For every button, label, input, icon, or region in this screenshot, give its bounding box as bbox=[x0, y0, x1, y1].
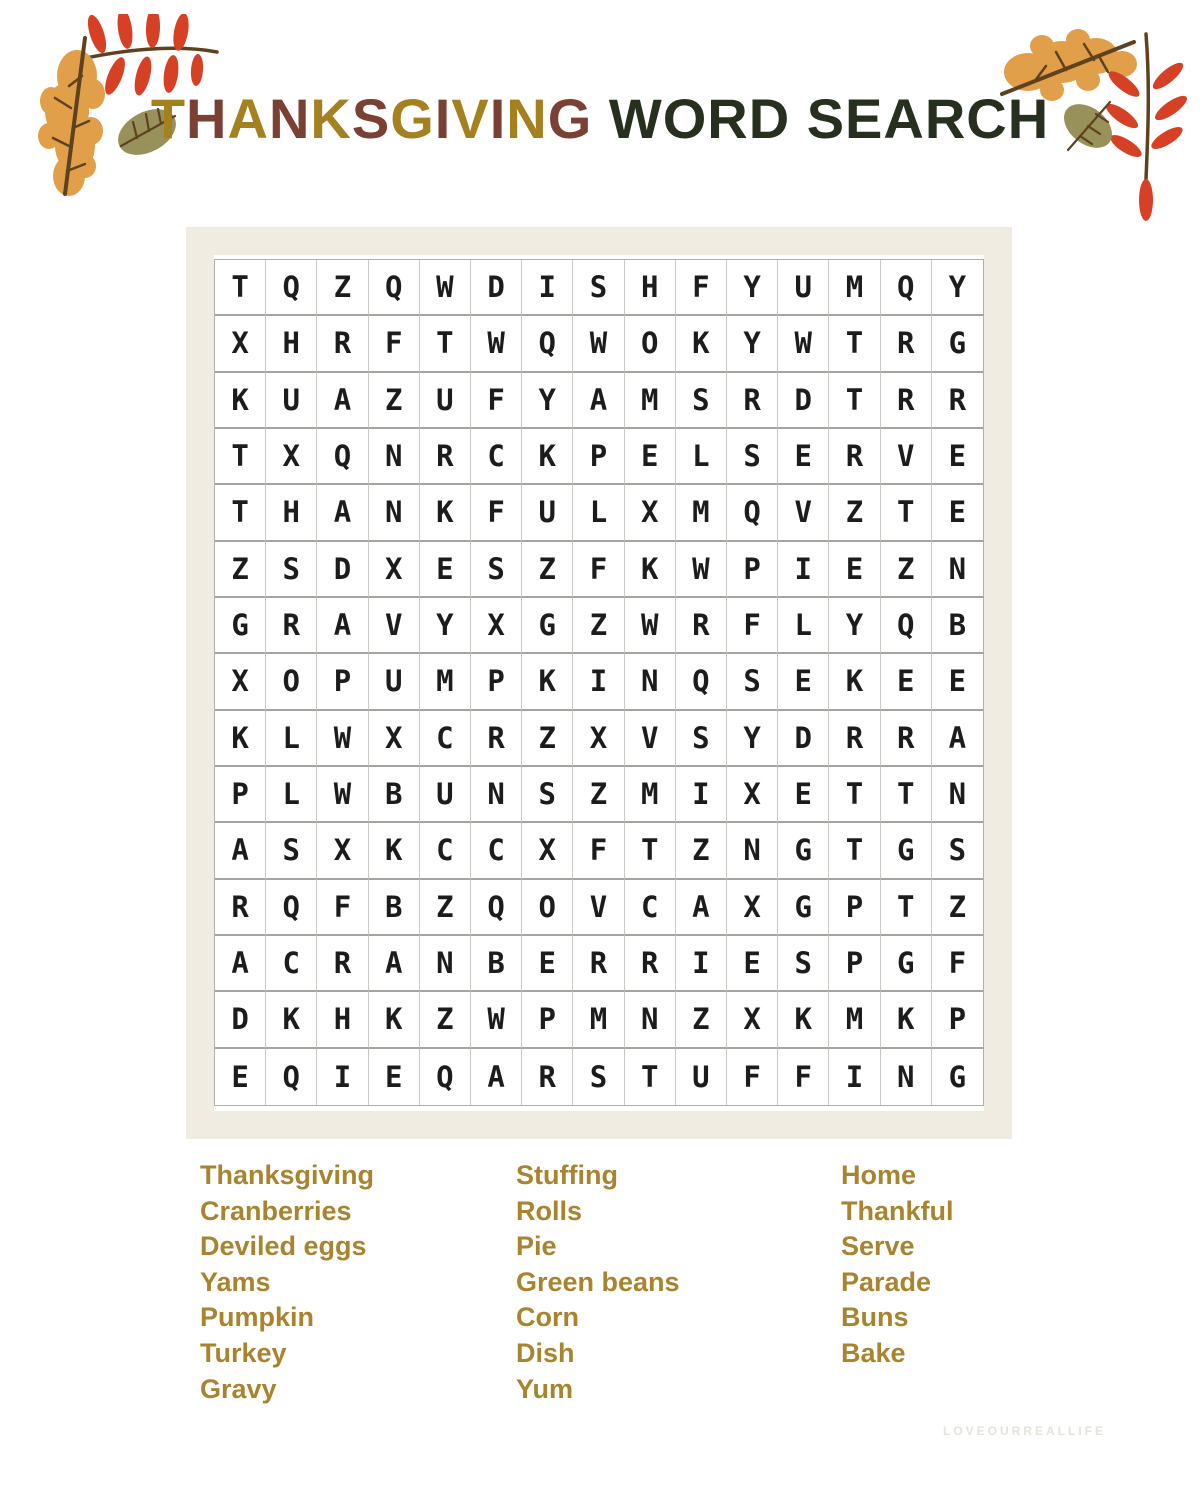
grid-cell: W bbox=[625, 598, 676, 654]
word-item: Cranberries bbox=[200, 1195, 352, 1226]
grid-cell: A bbox=[471, 1049, 522, 1105]
grid-cell: Q bbox=[881, 260, 932, 316]
grid-cell: X bbox=[625, 485, 676, 541]
grid-cell: K bbox=[266, 992, 317, 1048]
grid-cell: I bbox=[573, 654, 624, 710]
grid-cell: Q bbox=[420, 1049, 471, 1105]
grid-cell: D bbox=[778, 711, 829, 767]
grid-cell: Q bbox=[317, 429, 368, 485]
grid-cell: K bbox=[369, 992, 420, 1048]
grid-cell: Z bbox=[881, 542, 932, 598]
title-letter: H bbox=[186, 87, 228, 150]
grid-cell: X bbox=[215, 654, 266, 710]
grid-cell: W bbox=[471, 316, 522, 372]
grid-cell: B bbox=[369, 880, 420, 936]
grid-cell: P bbox=[932, 992, 983, 1048]
grid-cell: C bbox=[625, 880, 676, 936]
grid-cell: X bbox=[471, 598, 522, 654]
grid-cell: S bbox=[522, 767, 573, 823]
grid-cell: H bbox=[266, 316, 317, 372]
grid-cell: K bbox=[420, 485, 471, 541]
word-item: Dish bbox=[516, 1337, 575, 1368]
grid-cell: L bbox=[266, 767, 317, 823]
grid-cell: X bbox=[727, 767, 778, 823]
grid-cell: I bbox=[676, 767, 727, 823]
grid-cell: Y bbox=[727, 316, 778, 372]
grid-cell: W bbox=[573, 316, 624, 372]
grid-cell: Y bbox=[522, 373, 573, 429]
grid-cell: S bbox=[676, 373, 727, 429]
grid-cell: S bbox=[471, 542, 522, 598]
grid-cell: T bbox=[215, 485, 266, 541]
grid-cell: S bbox=[727, 654, 778, 710]
grid-cell: I bbox=[829, 1049, 880, 1105]
title-letter: G bbox=[390, 87, 435, 150]
title-letter: V bbox=[451, 87, 490, 150]
grid-cell: U bbox=[420, 767, 471, 823]
grid-cell: X bbox=[266, 429, 317, 485]
grid-cell: T bbox=[215, 429, 266, 485]
grid-cell: K bbox=[778, 992, 829, 1048]
grid-cell: P bbox=[829, 880, 880, 936]
grid-cell: E bbox=[932, 429, 983, 485]
grid-cell: B bbox=[932, 598, 983, 654]
grid-cell: Z bbox=[369, 373, 420, 429]
grid-cell: V bbox=[778, 485, 829, 541]
grid-cell: F bbox=[932, 936, 983, 992]
word-item: Parade bbox=[841, 1266, 932, 1297]
grid-cell: R bbox=[881, 316, 932, 372]
grid-cell: I bbox=[676, 936, 727, 992]
grid-cell: R bbox=[727, 373, 778, 429]
grid-cell: Z bbox=[522, 711, 573, 767]
grid-cell: D bbox=[778, 373, 829, 429]
grid-cell: X bbox=[727, 992, 778, 1048]
grid-cell: I bbox=[522, 260, 573, 316]
grid-cell: P bbox=[727, 542, 778, 598]
grid-cell: P bbox=[215, 767, 266, 823]
grid-cell: A bbox=[317, 373, 368, 429]
grid-cell: E bbox=[932, 485, 983, 541]
grid-cell: W bbox=[317, 767, 368, 823]
grid-cell: F bbox=[471, 485, 522, 541]
word-item: Gravy bbox=[200, 1373, 277, 1404]
word-column bbox=[200, 1158, 374, 1407]
grid-cell: A bbox=[215, 936, 266, 992]
grid-cell: Q bbox=[522, 316, 573, 372]
grid-cell: U bbox=[420, 373, 471, 429]
grid-cell: I bbox=[317, 1049, 368, 1105]
grid-cell: R bbox=[625, 936, 676, 992]
grid-cell: E bbox=[881, 654, 932, 710]
grid-cell: Y bbox=[420, 598, 471, 654]
grid-cell: K bbox=[215, 711, 266, 767]
grid-cell: E bbox=[778, 767, 829, 823]
word-column bbox=[516, 1158, 680, 1407]
grid-cell: T bbox=[829, 373, 880, 429]
grid-cell: N bbox=[727, 823, 778, 879]
grid-cell: E bbox=[727, 936, 778, 992]
grid-cell: A bbox=[317, 598, 368, 654]
grid-cell: R bbox=[676, 598, 727, 654]
grid-cell: G bbox=[881, 936, 932, 992]
grid-cell: T bbox=[881, 767, 932, 823]
word-item: Turkey bbox=[200, 1337, 287, 1368]
grid-cell: X bbox=[369, 542, 420, 598]
grid-cell: X bbox=[369, 711, 420, 767]
word-item: Thankful bbox=[841, 1195, 954, 1226]
grid-cell: M bbox=[625, 767, 676, 823]
grid-cell: Z bbox=[932, 880, 983, 936]
grid-cell: R bbox=[215, 880, 266, 936]
grid-cell: M bbox=[573, 992, 624, 1048]
grid-cell: S bbox=[573, 1049, 624, 1105]
grid-cell: V bbox=[881, 429, 932, 485]
grid-cell: E bbox=[778, 654, 829, 710]
grid-cell: U bbox=[676, 1049, 727, 1105]
grid-cell: Z bbox=[676, 992, 727, 1048]
page-title bbox=[0, 86, 1200, 151]
grid-cell: Q bbox=[369, 260, 420, 316]
grid-cell: N bbox=[625, 992, 676, 1048]
title-letter: G bbox=[547, 87, 593, 150]
grid-cell: R bbox=[829, 711, 880, 767]
grid-cell: L bbox=[266, 711, 317, 767]
grid-cell: B bbox=[471, 936, 522, 992]
word-item: Thanksgiving bbox=[200, 1160, 375, 1190]
grid-cell: P bbox=[522, 992, 573, 1048]
grid-cell: K bbox=[625, 542, 676, 598]
grid-cell: U bbox=[522, 485, 573, 541]
title-letter: N bbox=[506, 87, 548, 150]
grid-cell: L bbox=[778, 598, 829, 654]
grid-cell: K bbox=[829, 654, 880, 710]
grid-cell: K bbox=[676, 316, 727, 372]
title-letter: I bbox=[489, 87, 507, 150]
puzzle-panel-inner bbox=[214, 255, 984, 1111]
watermark-text: LOVEOURREALLIFE bbox=[943, 1424, 1107, 1438]
grid-cell: F bbox=[727, 598, 778, 654]
grid-cell: T bbox=[829, 316, 880, 372]
grid-cell: F bbox=[369, 316, 420, 372]
grid-cell: S bbox=[266, 542, 317, 598]
grid-cell: O bbox=[266, 654, 317, 710]
grid-cell: E bbox=[522, 936, 573, 992]
grid-cell: F bbox=[727, 1049, 778, 1105]
grid-cell: R bbox=[266, 598, 317, 654]
title-letter: N bbox=[268, 87, 311, 150]
grid-cell: X bbox=[727, 880, 778, 936]
grid-cell: R bbox=[522, 1049, 573, 1105]
grid-cell: E bbox=[369, 1049, 420, 1105]
grid-cell: C bbox=[420, 823, 471, 879]
word-item: Home bbox=[841, 1160, 917, 1190]
grid-cell: Z bbox=[676, 823, 727, 879]
grid-cell: U bbox=[369, 654, 420, 710]
word-item: Deviled eggs bbox=[200, 1231, 367, 1262]
grid-cell: X bbox=[573, 711, 624, 767]
grid-cell: F bbox=[317, 880, 368, 936]
grid-cell: T bbox=[829, 823, 880, 879]
grid-cell: Q bbox=[676, 654, 727, 710]
grid-cell: Y bbox=[829, 598, 880, 654]
word-item: Yams bbox=[200, 1266, 271, 1297]
grid-cell: K bbox=[522, 429, 573, 485]
word-item: Buns bbox=[841, 1302, 909, 1333]
grid-cell: T bbox=[881, 880, 932, 936]
grid-cell: F bbox=[778, 1049, 829, 1105]
grid-cell: Z bbox=[573, 598, 624, 654]
grid-cell: T bbox=[625, 823, 676, 879]
grid-cell: G bbox=[778, 880, 829, 936]
grid-cell: S bbox=[778, 936, 829, 992]
grid-cell: Z bbox=[317, 260, 368, 316]
grid-cell: A bbox=[676, 880, 727, 936]
grid-cell: M bbox=[676, 485, 727, 541]
grid-cell: Z bbox=[215, 542, 266, 598]
grid-cell: Q bbox=[727, 485, 778, 541]
grid-cell: T bbox=[625, 1049, 676, 1105]
grid-cell: O bbox=[625, 316, 676, 372]
grid-cell: C bbox=[471, 429, 522, 485]
grid-cell: R bbox=[881, 711, 932, 767]
grid-cell: C bbox=[266, 936, 317, 992]
grid-cell: S bbox=[727, 429, 778, 485]
puzzle-panel bbox=[186, 227, 1012, 1139]
grid-cell: T bbox=[881, 485, 932, 541]
grid-cell: X bbox=[215, 316, 266, 372]
grid-cell: K bbox=[522, 654, 573, 710]
word-item: Rolls bbox=[516, 1195, 583, 1226]
grid-cell: N bbox=[932, 767, 983, 823]
grid-cell: M bbox=[420, 654, 471, 710]
grid-cell: Z bbox=[829, 485, 880, 541]
grid-cell: Q bbox=[266, 880, 317, 936]
grid-cell: Y bbox=[727, 711, 778, 767]
grid-cell: E bbox=[215, 1049, 266, 1105]
grid-cell: K bbox=[369, 823, 420, 879]
grid-cell: B bbox=[369, 767, 420, 823]
grid-cell: R bbox=[932, 373, 983, 429]
grid-cell: Z bbox=[420, 880, 471, 936]
grid-cell: E bbox=[932, 654, 983, 710]
grid-cell: E bbox=[420, 542, 471, 598]
grid-cell: O bbox=[522, 880, 573, 936]
grid-cell: H bbox=[625, 260, 676, 316]
title-letter: I bbox=[434, 87, 452, 150]
grid-cell: Z bbox=[522, 542, 573, 598]
grid-cell: Y bbox=[932, 260, 983, 316]
grid-cell: C bbox=[471, 823, 522, 879]
grid-cell: L bbox=[676, 429, 727, 485]
grid-cell: L bbox=[573, 485, 624, 541]
grid-cell: R bbox=[317, 316, 368, 372]
grid-cell: N bbox=[420, 936, 471, 992]
grid-cell: T bbox=[829, 767, 880, 823]
grid-cell: C bbox=[420, 711, 471, 767]
grid-cell: W bbox=[317, 711, 368, 767]
grid-cell: N bbox=[471, 767, 522, 823]
grid-cell: G bbox=[932, 316, 983, 372]
grid-cell: G bbox=[778, 823, 829, 879]
grid-cell: Q bbox=[471, 880, 522, 936]
grid-cell: H bbox=[317, 992, 368, 1048]
word-item: Pie bbox=[516, 1231, 557, 1262]
grid-cell: W bbox=[676, 542, 727, 598]
grid-cell: E bbox=[829, 542, 880, 598]
grid-cell: E bbox=[625, 429, 676, 485]
grid-cell: X bbox=[522, 823, 573, 879]
grid-cell: F bbox=[676, 260, 727, 316]
title-letter: A bbox=[227, 87, 269, 150]
grid-cell: F bbox=[573, 542, 624, 598]
letter-grid bbox=[214, 259, 984, 1106]
grid-cell: T bbox=[215, 260, 266, 316]
word-item: Stuffing bbox=[516, 1160, 618, 1190]
grid-cell: N bbox=[881, 1049, 932, 1105]
grid-cell: R bbox=[317, 936, 368, 992]
grid-cell: I bbox=[778, 542, 829, 598]
word-item: Serve bbox=[841, 1231, 915, 1262]
grid-cell: U bbox=[778, 260, 829, 316]
grid-cell: D bbox=[317, 542, 368, 598]
grid-cell: P bbox=[573, 429, 624, 485]
word-item: Green beans bbox=[516, 1266, 680, 1297]
grid-cell: A bbox=[932, 711, 983, 767]
word-item: Pumpkin bbox=[200, 1302, 315, 1333]
grid-cell: S bbox=[932, 823, 983, 879]
grid-cell: P bbox=[317, 654, 368, 710]
grid-cell: X bbox=[317, 823, 368, 879]
title-thanksgiving bbox=[151, 87, 592, 150]
grid-cell: K bbox=[881, 992, 932, 1048]
grid-cell: M bbox=[625, 373, 676, 429]
grid-cell: Z bbox=[420, 992, 471, 1048]
word-item: Bake bbox=[841, 1337, 906, 1368]
grid-cell: M bbox=[829, 992, 880, 1048]
grid-cell: F bbox=[573, 823, 624, 879]
grid-cell: R bbox=[829, 429, 880, 485]
grid-cell: Q bbox=[881, 598, 932, 654]
word-item: Corn bbox=[516, 1302, 579, 1333]
grid-cell: R bbox=[881, 373, 932, 429]
title-letter: T bbox=[150, 87, 187, 150]
grid-cell: K bbox=[215, 373, 266, 429]
grid-cell: G bbox=[881, 823, 932, 879]
grid-cell: N bbox=[625, 654, 676, 710]
grid-cell: G bbox=[522, 598, 573, 654]
grid-cell: P bbox=[829, 936, 880, 992]
grid-cell: S bbox=[266, 823, 317, 879]
grid-cell: R bbox=[420, 429, 471, 485]
title-word-search: WORD SEARCH bbox=[592, 87, 1050, 150]
grid-cell: U bbox=[266, 373, 317, 429]
grid-cell: R bbox=[573, 936, 624, 992]
grid-cell: S bbox=[573, 260, 624, 316]
grid-cell: D bbox=[471, 260, 522, 316]
grid-cell: D bbox=[215, 992, 266, 1048]
grid-cell: P bbox=[471, 654, 522, 710]
grid-cell: A bbox=[573, 373, 624, 429]
grid-cell: S bbox=[676, 711, 727, 767]
grid-cell: N bbox=[932, 542, 983, 598]
grid-cell: V bbox=[369, 598, 420, 654]
grid-cell: Q bbox=[266, 260, 317, 316]
grid-cell: W bbox=[471, 992, 522, 1048]
grid-cell: A bbox=[317, 485, 368, 541]
grid-cell: T bbox=[420, 316, 471, 372]
grid-cell: N bbox=[369, 429, 420, 485]
grid-cell: V bbox=[573, 880, 624, 936]
grid-cell: Q bbox=[266, 1049, 317, 1105]
grid-cell: A bbox=[215, 823, 266, 879]
grid-cell: E bbox=[778, 429, 829, 485]
word-item: Yum bbox=[516, 1373, 574, 1404]
grid-cell: W bbox=[778, 316, 829, 372]
grid-cell: G bbox=[948, 1059, 967, 1094]
word-column bbox=[841, 1158, 954, 1372]
grid-cell: G bbox=[215, 598, 266, 654]
grid-cell: R bbox=[471, 711, 522, 767]
title-letter: K bbox=[310, 87, 352, 150]
grid-cell: W bbox=[420, 260, 471, 316]
grid-cell: F bbox=[471, 373, 522, 429]
grid-cell: M bbox=[829, 260, 880, 316]
grid-cell: H bbox=[266, 485, 317, 541]
grid-cell: Z bbox=[573, 767, 624, 823]
grid-cell: Y bbox=[727, 260, 778, 316]
grid-cell: N bbox=[369, 485, 420, 541]
grid-cell: A bbox=[369, 936, 420, 992]
grid-cell: V bbox=[625, 711, 676, 767]
title-letter: S bbox=[351, 87, 391, 150]
